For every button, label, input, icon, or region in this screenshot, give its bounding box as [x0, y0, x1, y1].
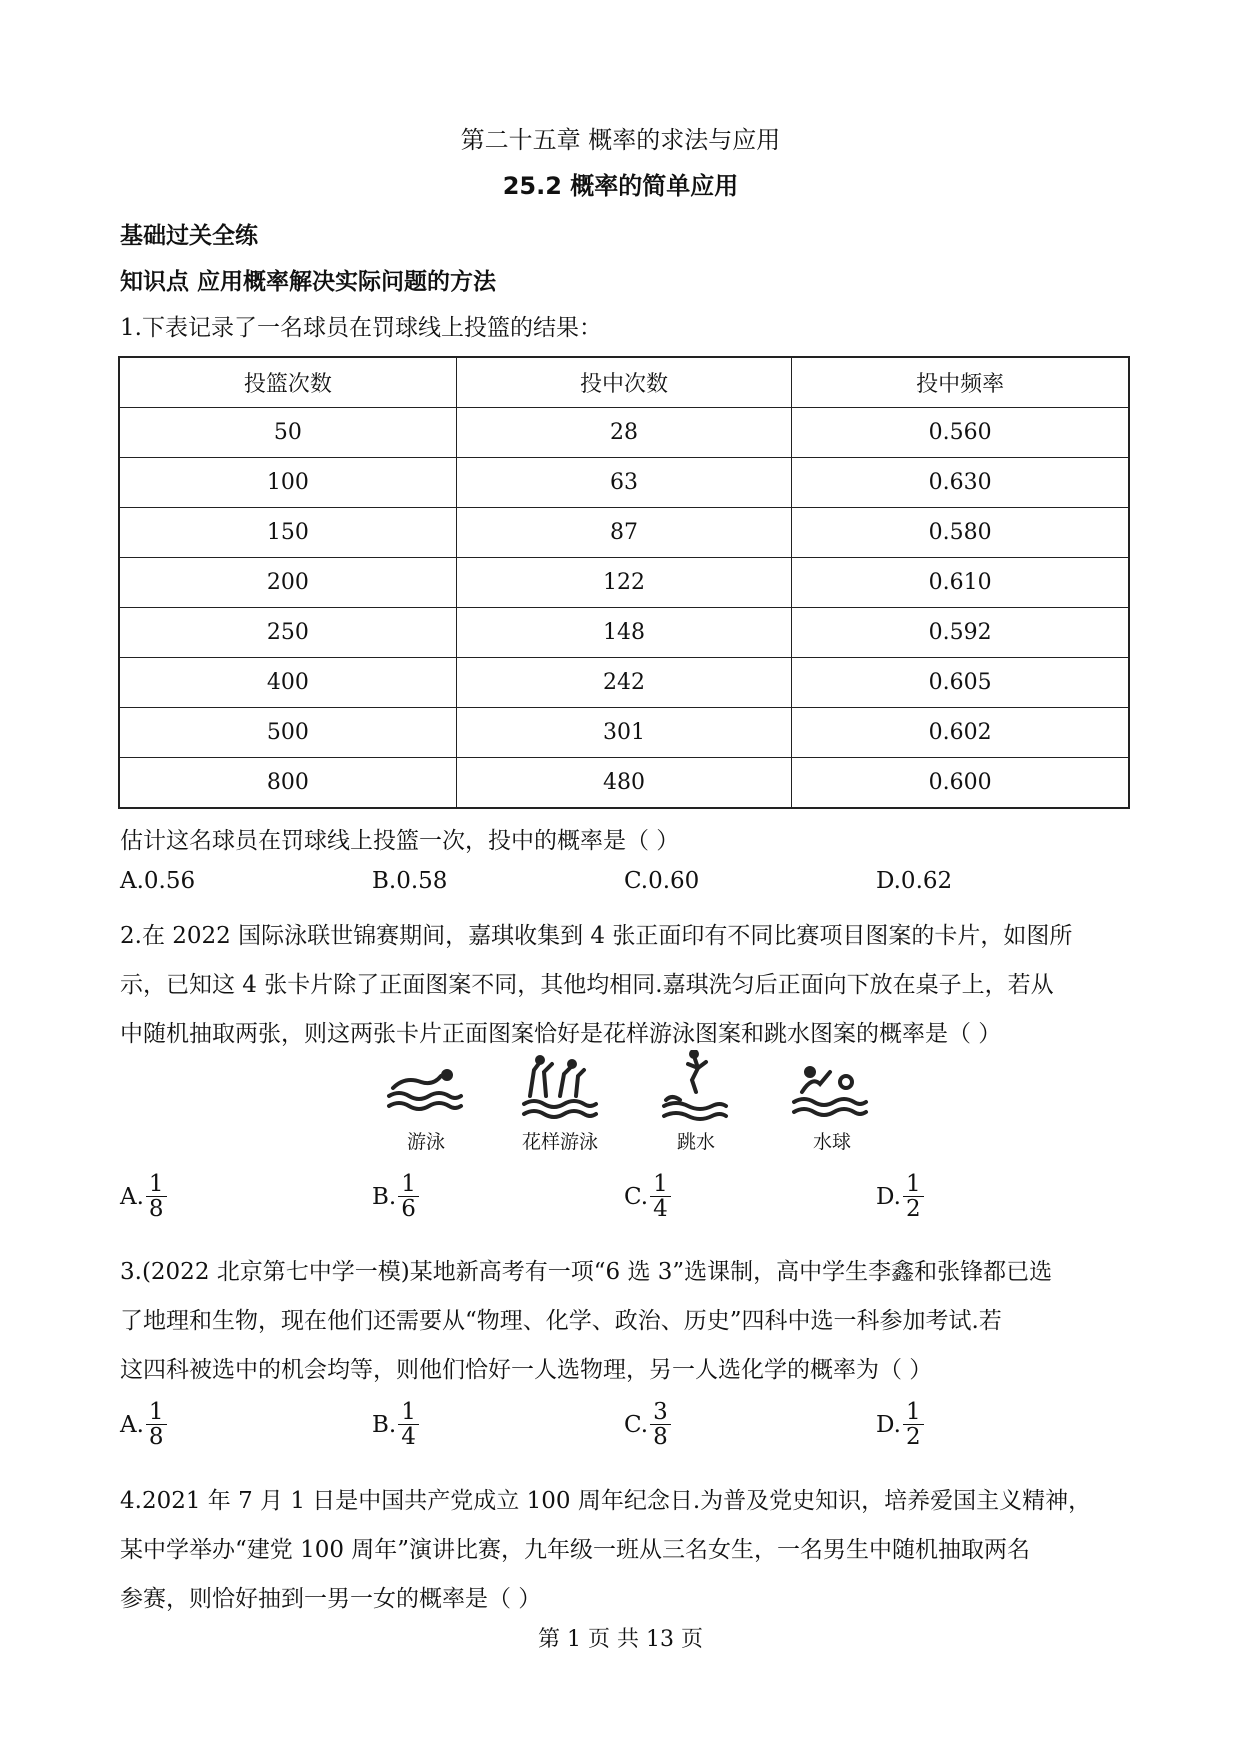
q2-option-d[interactable]	[876, 1172, 924, 1221]
q3-option-d[interactable]	[876, 1400, 924, 1449]
option-letter: C.	[624, 1183, 649, 1210]
table-cell: 63	[456, 458, 791, 508]
table-row	[119, 708, 1129, 758]
table-cell: 122	[456, 558, 791, 608]
denominator: 8	[148, 1424, 164, 1451]
q4-line-3: 参赛，则恰好抽到一男一女的概率是（ ）	[120, 1586, 542, 1612]
knowledge-heading: 知识点 应用概率解决实际问题的方法	[120, 269, 497, 295]
card-label: 花样游泳	[521, 1131, 598, 1153]
fraction	[903, 1172, 924, 1221]
table-row	[119, 758, 1129, 809]
table-cell: 50	[119, 408, 456, 458]
practice-heading: 基础过关全练	[120, 223, 258, 249]
section-title: 25.2 概率的简单应用	[502, 172, 739, 200]
q3-option-a[interactable]	[120, 1400, 167, 1449]
denominator: 8	[148, 1196, 164, 1223]
table-cell: 800	[119, 758, 456, 809]
table-cell: 0.580	[792, 508, 1129, 558]
table-cell: 148	[456, 608, 791, 658]
fraction	[650, 1172, 671, 1221]
denominator: 4	[653, 1196, 668, 1223]
table-cell: 200	[119, 558, 456, 608]
table-cell: 500	[119, 708, 456, 758]
numerator: 1	[903, 1172, 924, 1197]
table-cell: 242	[456, 658, 791, 708]
table-header: 投中频率	[792, 357, 1129, 408]
shooting-results-table	[118, 356, 1130, 809]
numerator: 1	[650, 1172, 671, 1197]
table-cell: 0.610	[792, 558, 1129, 608]
q2-line-1: 2.在 2022 国际泳联世锦赛期间，嘉琪收集到 4 张正面印有不同比赛项目图案的卡片，如图所	[120, 923, 1073, 949]
option-letter: A.	[120, 1411, 144, 1438]
numerator: 1	[903, 1400, 924, 1425]
q3-line-3: 这四科被选中的机会均等，则他们恰好一人选物理，另一人选化学的概率为（ ）	[120, 1357, 933, 1383]
q3-line-1: 3.(2022 北京第七中学一模)某地新高考有一项“6 选 3”选课制，高中学生李鑫和张锋都已选	[120, 1259, 1053, 1285]
option-letter: B.	[372, 1411, 397, 1438]
q1-question: 估计这名球员在罚球线上投篮一次，投中的概率是（ ）	[120, 828, 680, 854]
fraction	[398, 1172, 419, 1221]
table-header: 投中次数	[456, 357, 791, 408]
q4-line-2: 某中学举办“建党 100 周年”演讲比赛，九年级一班从三名女生，一名男生中随机抽取两名	[120, 1537, 1031, 1563]
table-cell: 0.600	[792, 758, 1129, 809]
water-polo-icon	[790, 1056, 870, 1122]
q1-option-b[interactable]: B.0.58	[372, 868, 448, 894]
q1-option-d[interactable]: D.0.62	[876, 868, 953, 894]
table-row	[119, 408, 1129, 458]
fraction	[650, 1400, 671, 1449]
table-row	[119, 658, 1129, 708]
table-row	[119, 508, 1129, 558]
denominator: 8	[653, 1424, 668, 1451]
card-label: 游泳	[406, 1131, 445, 1153]
artistic-swimming-icon	[520, 1052, 600, 1122]
table-cell: 250	[119, 608, 456, 658]
fraction	[398, 1400, 419, 1449]
table-header-row	[119, 357, 1129, 408]
fraction	[903, 1400, 924, 1449]
table-row	[119, 558, 1129, 608]
table-cell: 301	[456, 708, 791, 758]
numerator: 1	[398, 1400, 419, 1425]
page-footer: 第 1 页 共 13 页	[538, 1627, 703, 1652]
table-cell: 28	[456, 408, 791, 458]
table-cell: 87	[456, 508, 791, 558]
q1-stem: 1.下表记录了一名球员在罚球线上投篮的结果：	[120, 315, 602, 341]
q3-option-b[interactable]	[372, 1400, 419, 1449]
q2-line-3: 中随机抽取两张，则这两张卡片正面图案恰好是花样游泳图案和跳水图案的概率是（ ）	[120, 1021, 1002, 1047]
table-cell: 480	[456, 758, 791, 809]
q3-option-c[interactable]	[624, 1400, 671, 1449]
numerator: 1	[146, 1172, 167, 1197]
table-cell: 0.630	[792, 458, 1129, 508]
q2-line-2: 示，已知这 4 张卡片除了正面图案不同，其他均相同.嘉琪洗匀后正面向下放在桌子上，若从	[120, 972, 1054, 998]
diving-icon	[660, 1050, 730, 1122]
option-letter: D.	[876, 1411, 901, 1438]
option-letter: D.	[876, 1183, 901, 1210]
option-letter: A.	[120, 1183, 144, 1210]
table-cell: 400	[119, 658, 456, 708]
fraction	[146, 1400, 167, 1449]
q2-option-a[interactable]	[120, 1172, 167, 1221]
q3-line-2: 了地理和生物，现在他们还需要从“物理、化学、政治、历史”四科中选一科参加考试.若	[120, 1308, 1002, 1334]
denominator: 2	[905, 1424, 921, 1451]
table-cell: 100	[119, 458, 456, 508]
table-cell: 0.605	[792, 658, 1129, 708]
table-row	[119, 458, 1129, 508]
table-cell: 150	[119, 508, 456, 558]
q1-option-c[interactable]: C.0.60	[624, 868, 700, 894]
numerator: 3	[650, 1400, 671, 1425]
table-row	[119, 608, 1129, 658]
fraction	[146, 1172, 167, 1221]
q2-option-b[interactable]	[372, 1172, 419, 1221]
numerator: 1	[398, 1172, 419, 1197]
chapter-title: 第二十五章 概率的求法与应用	[460, 126, 781, 154]
table-header: 投篮次数	[119, 357, 456, 408]
denominator: 4	[401, 1424, 416, 1451]
table-cell: 0.602	[792, 708, 1129, 758]
card-label: 水球	[812, 1131, 851, 1153]
q1-option-a[interactable]: A.0.56	[120, 868, 196, 894]
table-cell: 0.592	[792, 608, 1129, 658]
denominator: 6	[401, 1196, 416, 1223]
card-label: 跳水	[676, 1131, 715, 1153]
numerator: 1	[146, 1400, 167, 1425]
q4-line-1: 4.2021 年 7 月 1 日是中国共产党成立 100 周年纪念日.为普及党史知识，培养爱国主义精神，	[120, 1488, 1092, 1514]
option-letter: B.	[372, 1183, 397, 1210]
q2-option-c[interactable]	[624, 1172, 671, 1221]
swimming-icon	[385, 1062, 465, 1122]
table-cell: 0.560	[792, 408, 1129, 458]
option-letter: C.	[624, 1411, 649, 1438]
denominator: 2	[905, 1196, 921, 1223]
